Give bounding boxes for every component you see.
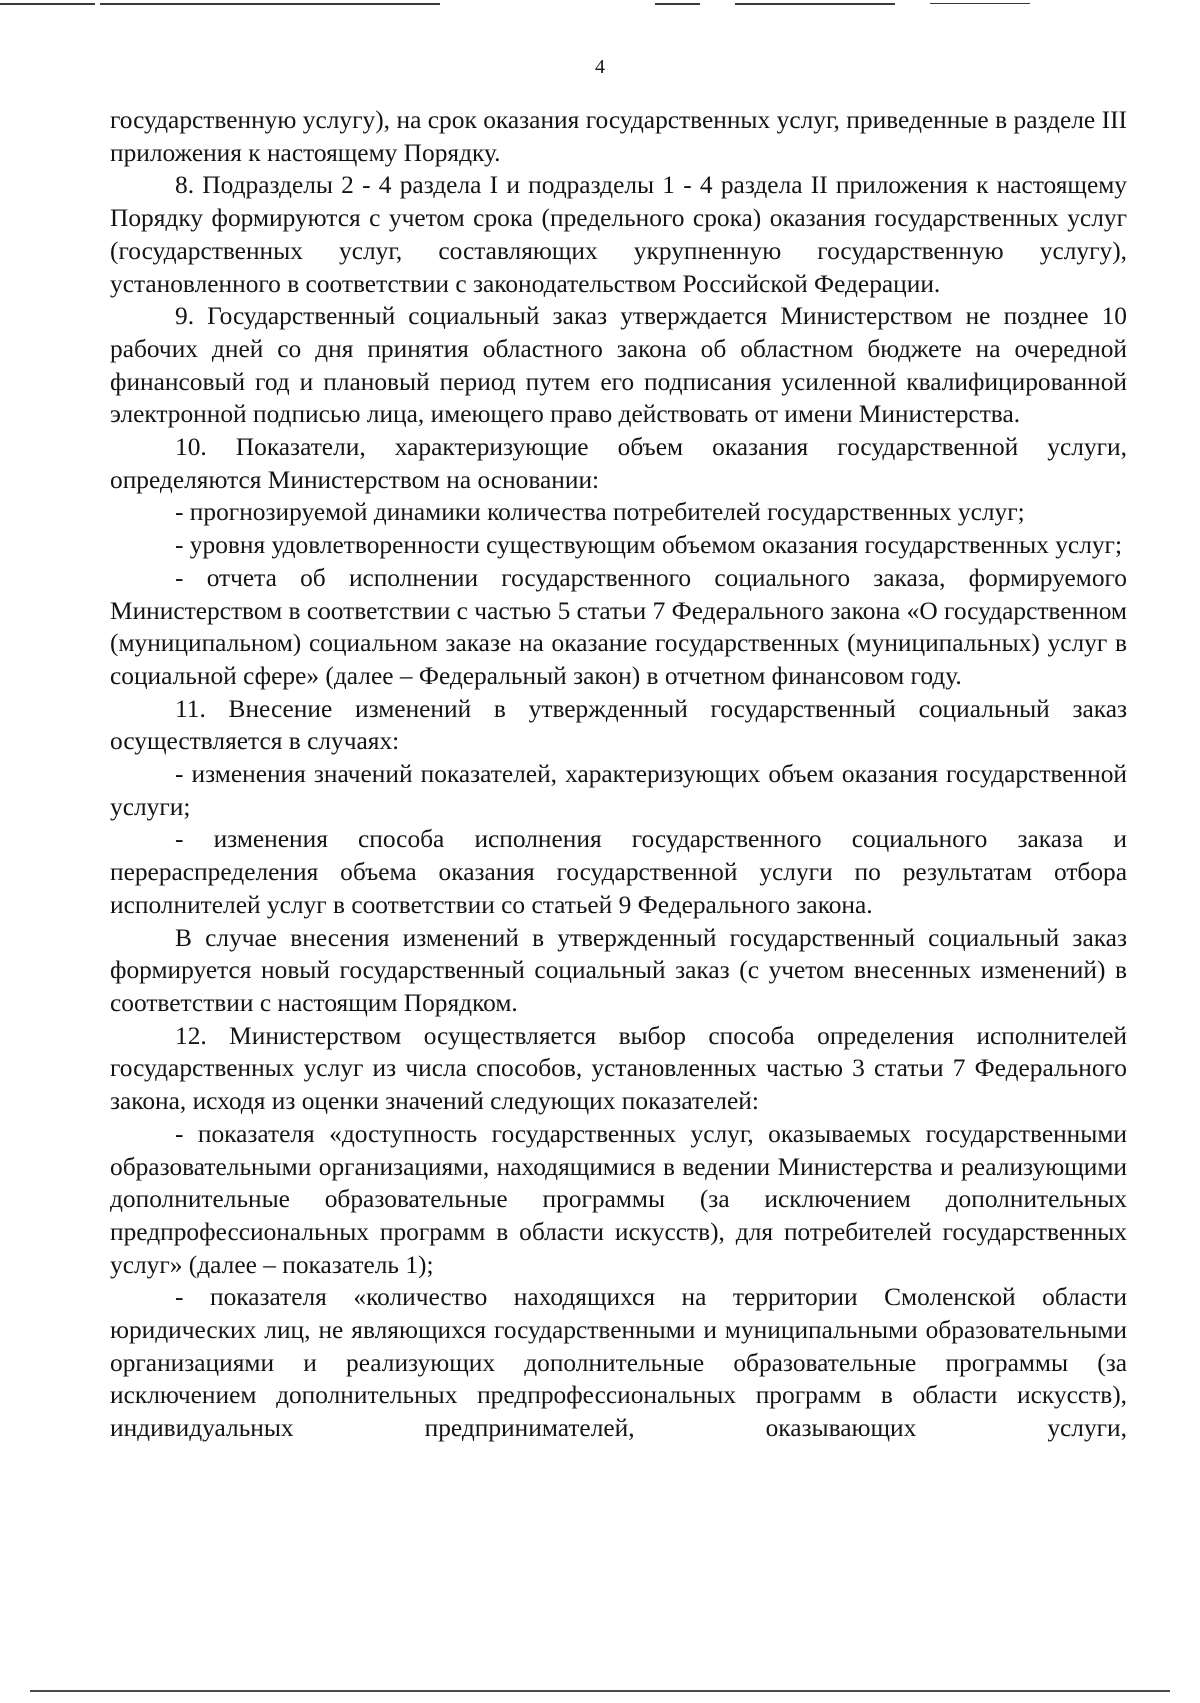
list-item: - уровня удовлетворенности существующим объемом оказания государственных услуг; — [175, 531, 1123, 560]
page-number: 4 — [595, 56, 605, 78]
paragraph: 12. Министерством осуществляется выбор способа определения исполнителей государственных услуг из числа способов, установленных частью 3 статьи 7 Федерального закона, исходя из оценки значений следующих показателей: — [110, 1021, 1127, 1116]
paragraph: 9. Государственный социальный заказ утверждается Министерством не позднее 10 рабочих дней со дня принятия областного закона об областном бюджете на очередной финансовый год и плановый период путем его подписания усиленной квалифицированной электронной подписью лица, имеющего право действовать от имени Министерства. — [110, 302, 1127, 429]
paragraph: 10. Показатели, характеризующие объем оказания государственной услуги, определяются Министерством на основании: — [110, 433, 1127, 494]
scan-line-segment — [100, 3, 440, 5]
paragraph: 8. Подразделы 2 - 4 раздела I и подразделы 1 - 4 раздела II приложения к настоящему Порядку формируются с учетом срока (предельного срока) оказания государственных услуг (государственных услуг, составляющих укрупненную государственную услугу), установленного в соответствии с законодательством Российской Федерации. — [110, 171, 1127, 298]
list-item: - прогнозируемой динамики количества потребителей государственных услуг; — [175, 498, 1025, 527]
list-item: - отчета об исполнении государственного социального заказа, формируемого Министерством в соответствии с частью 5 статьи 7 Федерального закона «О государственном (муниципальном) социальном заказе на оказание государственных (муниципальных) услуг в социальной сфере» (далее – Федеральный закон) в отчетном финансовом году. — [110, 563, 1127, 690]
document-body — [110, 104, 1127, 1445]
list-item: - показателя «доступность государственных услуг, оказываемых государственными образовательными организациями, находящимися в ведении Министерства и реализующими дополнительные образовательные программы (за исключением дополнительных предпрофессиональных программ в области искусств), для потребителей государственных услуг» (далее – показатель 1); — [110, 1119, 1127, 1279]
scan-line-segment — [930, 3, 1030, 4]
scan-line-segment — [655, 3, 700, 5]
scan-line-segment — [735, 3, 895, 5]
list-item: - показателя «количество находящихся на территории Смоленской области юридических лиц, не являющихся государственными и муниципальными образовательными организациями и реализующих дополнительные образовательные программы (за исключением дополнительных предпрофессиональных программ в области искусств), индивидуальных предпринимателей, оказывающих услуги, — [110, 1283, 1127, 1443]
list-item: - изменения значений показателей, характеризующих объем оказания государственной услуги; — [110, 760, 1127, 821]
paragraph: В случае внесения изменений в утвержденный государственный социальный заказ формируется новый государственный социальный заказ (с учетом внесенных изменений) в соответствии с настоящим Порядком. — [110, 923, 1127, 1017]
scan-line-segment — [0, 3, 95, 5]
scan-artifact-top — [0, 0, 1200, 10]
list-item: - изменения способа исполнения государственного социального заказа и перераспределения объема оказания государственной услуги по результатам отбора исполнителей услуг в соответствии со статьей 9 Федерального закона. — [110, 825, 1127, 919]
paragraph: государственную услугу), на срок оказания государственных услуг, приведенные в разделе III приложения к настоящему Порядку. — [110, 106, 1127, 167]
scan-artifact-bottom — [30, 1690, 1170, 1692]
paragraph: 11. Внесение изменений в утвержденный государственный социальный заказ осуществляется в случаях: — [110, 694, 1127, 756]
